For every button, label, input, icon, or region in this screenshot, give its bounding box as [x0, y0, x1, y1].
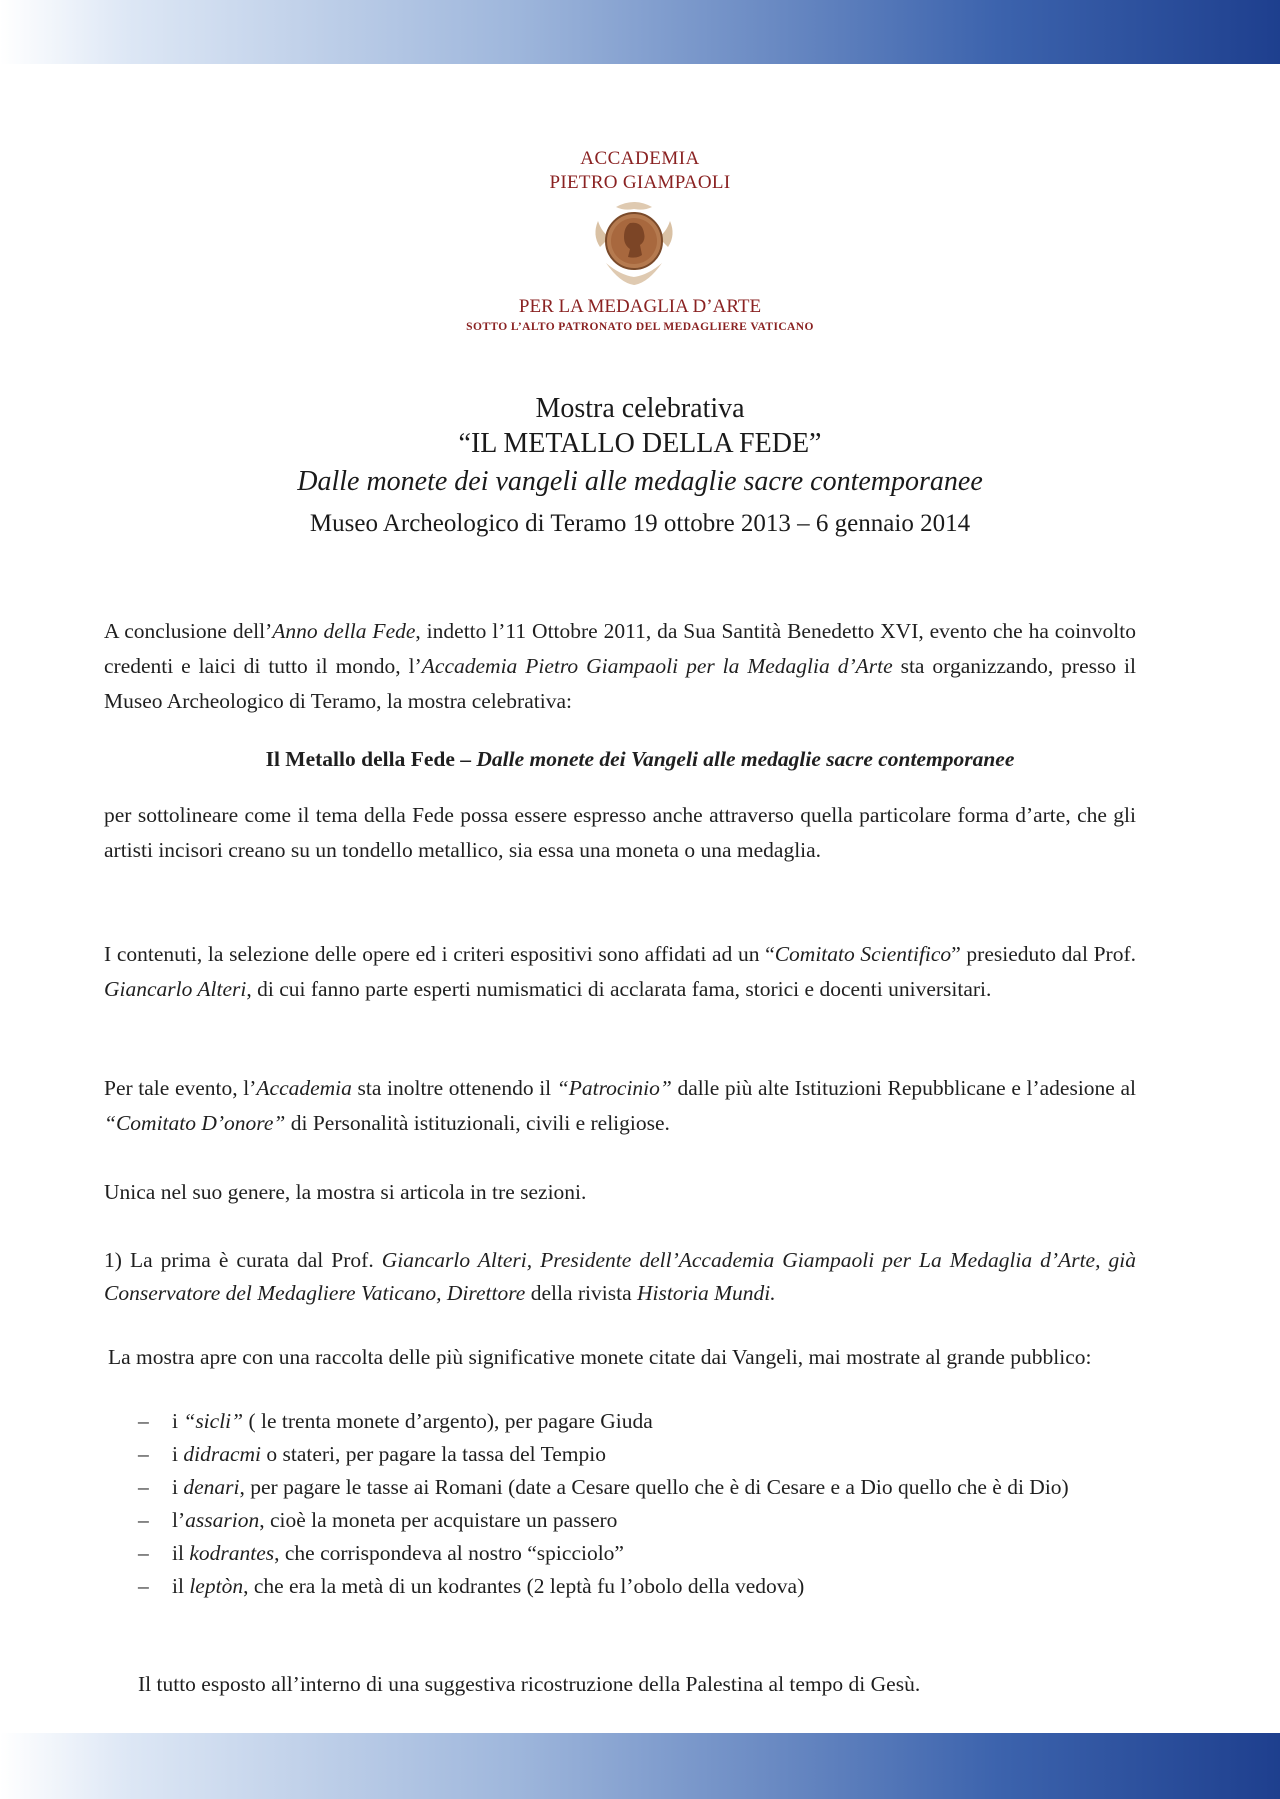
list-item — [138, 1405, 1138, 1438]
text-run: , che era la metà di un kodrantes (2 leptà fu l’obolo della vedova) — [243, 1574, 805, 1598]
title-exhibition-name: “IL METALLO DELLA FEDE” — [458, 428, 822, 459]
title-subtitle: Dalle monete dei vangeli alle medaglie sacre contemporanee — [297, 466, 983, 497]
title-venue-dates: Museo Archeologico di Teramo 19 ottobre 2013 – 6 gennaio 2014 — [309, 510, 971, 537]
text-run: i — [172, 1409, 184, 1433]
text-run: i — [172, 1442, 184, 1466]
text-run-italic: Historia Mundi. — [637, 1281, 776, 1305]
text-run: , che corrispondeva al nostro “spicciolo” — [274, 1541, 624, 1565]
title-exhibition-type: Mostra celebrativa — [535, 393, 745, 424]
text-run-italic: Accademia Pietro Giampaoli per la Medaglia d’Arte — [421, 654, 893, 678]
text-run: l’ — [172, 1508, 186, 1532]
text-run-italic: assarion — [185, 1508, 260, 1532]
paragraph-purpose: per sottolineare come il tema della Fede possa essere espresso anche attraverso quella particolare forma d’arte, che gli artisti incisori creano su un tondello metallico, sia essa una moneta o una medaglia. — [104, 803, 1136, 862]
top-decorative-band — [0, 0, 1280, 64]
text-run-bold-italic: Dalle monete dei Vangeli alle medaglie sacre contemporanee — [476, 747, 1015, 771]
text-run-italic: Anno della Fede — [272, 619, 416, 643]
list-dash: – — [138, 1541, 149, 1565]
medal-emblem-icon — [590, 197, 678, 287]
text-run-italic: leptòn — [189, 1574, 244, 1598]
text-run-italic: “Patrocinio” — [556, 1076, 672, 1100]
text-run: il — [172, 1574, 190, 1598]
patronage-line: SOTTO L’ALTO PATRONATO DEL MEDAGLIERE VATICANO — [466, 321, 814, 333]
list-item — [138, 1570, 1138, 1603]
text-run-italic: “sicli” — [183, 1409, 244, 1433]
list-item — [138, 1471, 1138, 1504]
academy-name-line1: ACCADEMIA — [580, 148, 700, 169]
text-run: sta organizzando, presso il Museo Archeologico di Teramo, la mostra celebrativa: — [104, 654, 1137, 713]
list-dash: – — [138, 1475, 149, 1499]
list-dash: – — [138, 1574, 149, 1598]
paragraph-section-one — [104, 1244, 1136, 1310]
text-run: , per pagare le tasse ai Romani (date a Cesare quello che è di Cesare e a Dio quello che è di Dio) — [239, 1475, 1069, 1499]
text-run: I contenuti, la selezione delle opere ed i criteri espositivi sono affidati ad un “ — [104, 942, 775, 966]
paragraph-patronage — [104, 1071, 1136, 1141]
text-run-italic: denari — [183, 1475, 240, 1499]
text-run: Per tale evento, l’ — [104, 1076, 257, 1100]
paragraph-intro — [104, 614, 1136, 719]
list-item — [138, 1504, 1138, 1537]
text-run: di Personalità istituzionali, civili e religiose. — [285, 1111, 670, 1135]
text-run-italic: didracmi — [183, 1442, 261, 1466]
text-run-italic: kodrantes — [189, 1541, 275, 1565]
list-item — [138, 1537, 1138, 1570]
paragraph-closing: Il tutto esposto all’interno di una suggestiva ricostruzione della Palestina al tempo di Gesù. — [138, 1672, 921, 1696]
academy-name-line3: PER LA MEDAGLIA D’ARTE — [518, 296, 762, 317]
text-run-bold: Il Metallo della Fede – — [265, 747, 477, 771]
paragraph-coin-collection: La mostra apre con una raccolta delle più significative monete citate dai Vangeli, mai mostrate al grande pubblico: — [108, 1345, 1092, 1369]
exhibition-title-line — [0, 742, 1280, 777]
text-run: i — [172, 1475, 184, 1499]
text-run-italic: Giancarlo Alteri — [104, 977, 247, 1001]
text-run: 1) La prima è curata dal Prof. — [104, 1248, 382, 1272]
text-run: , cioè la moneta per acquistare un passero — [259, 1508, 618, 1532]
academy-name-line2: PIETRO GIAMPAOLI — [549, 172, 731, 193]
paragraph-sections-intro: Unica nel suo genere, la mostra si articola in tre sezioni. — [104, 1180, 587, 1204]
text-run: della rivista — [525, 1281, 638, 1305]
text-run: ” presieduto dal Prof. — [951, 942, 1136, 966]
text-run: ( le trenta monete d’argento), per pagare Giuda — [243, 1409, 653, 1433]
text-run: il — [172, 1541, 190, 1565]
text-run: , indetto l’11 Ottobre 2011, da Sua Santità Benedetto XVI, evento che ha coinvolto credenti e laici di tutto il mondo, l’ — [104, 619, 1136, 678]
text-run: , di cui fanno parte esperti numismatici di acclarata fama, storici e docenti universitari. — [246, 977, 992, 1001]
text-run-italic: Comitato Scientifico — [774, 942, 952, 966]
bottom-decorative-band — [0, 1733, 1280, 1799]
text-run-italic: “Comitato D’onore” — [104, 1111, 286, 1135]
list-dash: – — [138, 1409, 149, 1433]
list-dash: – — [138, 1442, 149, 1466]
list-dash: – — [138, 1508, 149, 1532]
text-run-italic: Giancarlo Alteri, Presidente dell’Accademia Giampaoli per La Medaglia d’Arte, già Conservatore del Medagliere Vaticano, Direttore — [104, 1248, 1136, 1305]
text-run: o stateri, per pagare la tassa del Tempio — [261, 1442, 606, 1466]
paragraph-committee — [104, 937, 1136, 1007]
coin-list — [138, 1405, 1138, 1603]
text-run-italic: Accademia — [256, 1076, 352, 1100]
text-run: dalle più alte Istituzioni Repubblicane e l’adesione al — [671, 1076, 1136, 1100]
text-run: sta inoltre ottenendo il — [351, 1076, 557, 1100]
text-run: A conclusione dell’ — [104, 619, 273, 643]
list-item — [138, 1438, 1138, 1471]
